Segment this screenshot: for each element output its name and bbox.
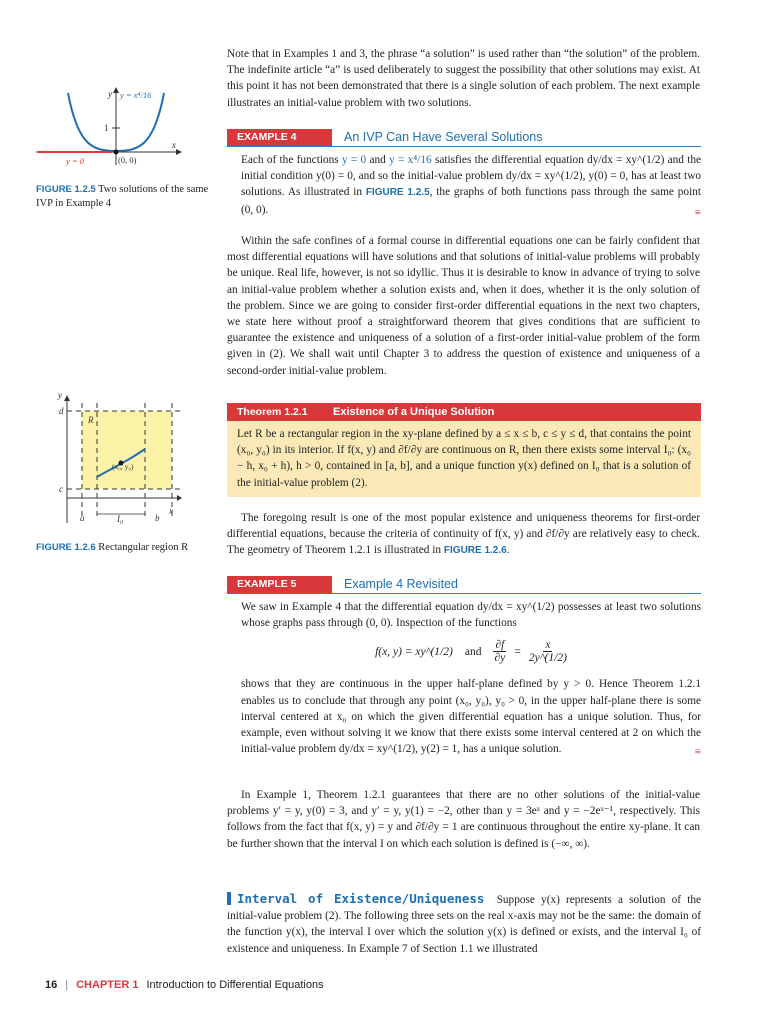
page-number: 16 [45, 979, 58, 991]
example-header [227, 129, 701, 147]
figure-label: FIGURE 1.2.5 [36, 184, 96, 195]
section-text: Suppose y(x) represents a solution of the initial-value problem (2). The following three sets on the real x-axis may not be the same: the domain of the function y(x), the interval I over which the solution y(x) is defined or exists, and the interval I₀ of existence and uniqueness. In Example 7 of Section 1.1 we illustrated [227, 894, 702, 955]
figure-label: FIGURE 1.2.6 [36, 542, 96, 553]
chapter-title: Introduction to Differential Equations [146, 979, 324, 991]
example-5 [227, 576, 701, 760]
interval-section [227, 891, 701, 957]
curve-label: y = x⁴/16 [120, 90, 152, 100]
figure-ref-link[interactable]: FIGURE 1.2.5 [365, 187, 430, 199]
partial-fraction: $\frac{\partial f}{\partial y}$ [494, 639, 506, 665]
figure-1-2-6-caption [36, 541, 216, 555]
c-label: c [59, 484, 63, 494]
theorem-header [227, 403, 701, 421]
example-4 [227, 129, 701, 221]
d-label: d [59, 406, 64, 416]
x-axis-arrow [177, 495, 182, 501]
point-label: (x₀, y₀) [112, 462, 134, 471]
theorem-box [227, 403, 701, 497]
interval-label: I₀ [117, 514, 124, 524]
equation [241, 639, 701, 664]
example1-paragraph: In Example 1, Theorem 1.2.1 guarantees that there are no other solutions of the initial-value problems y′ = y, y(0) = 3, and y′ = y, y(1) = −2, other than y = 3eˣ and y = −2eˣ⁻¹, respectively. This follows from the fact that f(x, y) = y and ∂f/∂y = 1 are continuous throughout the entire xy-plane. It can be further shown that the interval I on which each solution is defined is (−∞, ∞). [227, 789, 700, 850]
example-title: An IVP Can Have Several Solutions [344, 130, 543, 144]
origin-point [114, 150, 119, 155]
y-axis-arrow [113, 87, 119, 93]
figure-1-2-5-caption [36, 183, 216, 210]
x-axis-arrow [176, 149, 182, 155]
page-footer [45, 979, 445, 991]
y-axis-label: y [108, 89, 112, 99]
figure-1-2-5-graph [30, 85, 190, 170]
intro-paragraph: Note that in Examples 1 and 3, the phrase “a solution” is used rather than “the solution” of the problem. The indefinite article “a” is used deliberately to suggest the possibility that other solutions may exist. At this point it has not been demonstrated that there is a single solution of each problem. The next example illustrates an initial-value problem with two solutions. [227, 48, 700, 109]
tick-one-label: 1 [104, 123, 109, 133]
x-axis-label: x [169, 506, 173, 516]
example-body-1: We saw in Example 4 that the differential equation dy/dx = xy^(1/2) possesses at least two solutions whose graphs pass through (0, 0). Inspection of the functions [241, 601, 701, 630]
existence-paragraph: Within the safe confines of a formal course in differential equations one can be fairly confident that most differential equations will have solutions and that solutions of initial-value problems will probably be unique. Real life, however, is not so idyllic. Thus it is desirable to know in advance of trying to solve an initial-value problem whether a solution exists and, when it does, whether it is the only solution of the problem. Since we are going to consider first-order differential equations in the next two chapters, we state here without proof a straightforward theorem that gives conditions that are sufficient to guarantee the existence and uniqueness of a solution of a first-order initial-value problem of the form given in (2). We shall wait until Chapter 3 to address the question of existence and uniqueness of a second-order initial-value problem. [227, 235, 700, 377]
caption-text: Rectangular region R [98, 542, 189, 553]
x-axis-label: x [172, 140, 176, 150]
example-title: Example 4 Revisited [344, 577, 458, 591]
end-of-example-icon: ≡ [694, 746, 701, 759]
footer-separator: | [65, 979, 69, 991]
figure-ref-link[interactable]: FIGURE 1.2.6 [443, 545, 507, 557]
y-axis-arrow [64, 395, 70, 401]
equation-left: f(x, y) = xy^(1/2) [375, 645, 453, 658]
example-label: EXAMPLE 4 [227, 129, 332, 146]
foregoing-paragraph: The foregoing result is one of the most popular existence and uniqueness theorems for first-order differential equations, because the criteria of continuity of f(x, y) and ∂f/∂y are relatively easy to check. The geometry of Theorem 1.2.1 is illustrated in FIGURE 1.2.6. [227, 512, 700, 557]
equation-and: and [464, 645, 482, 658]
theorem-body: Let R be a rectangular region in the xy-plane defined by a ≤ x ≤ b, c ≤ y ≤ d, that contains the point (x₀, y₀) in its interior. If f(x, y) and ∂f/∂y are continuous on R, then there exists some interval I₀: (x₀ − h, x₀ + h), h > 0, contained in [a, b], and a unique function y(x) defined on I₀ that is a solution of the initial-value problem (2). [227, 421, 701, 497]
section-heading: Interval of Existence/Uniqueness [237, 891, 485, 906]
b-label: b [155, 513, 160, 523]
zero-line-label: y = 0 [66, 156, 85, 166]
example-label: EXAMPLE 5 [227, 576, 332, 593]
rhs-fraction: $\frac{x}{2y\^{}(1/2)}$ [528, 639, 567, 665]
section-marker-icon [227, 892, 231, 905]
example-header [227, 576, 701, 594]
theorem-label: Theorem 1.2.1 [237, 406, 308, 418]
example-body: Each of the functions y = 0 and y = x⁴/16 satisfies the differential equation dy/dx = xy^(1/2) and the initial condition y(0) = 0, and so the initial-value problem dy/dx = xy^(1/2), y(0) = 0, has at least two solutions. As illustrated in FIGURE 1.2.5, the graphs of both functions pass through the same point (0, 0). [241, 154, 702, 216]
region-label: R [88, 415, 94, 425]
example-body-2: shows that they are continuous in the upper half-plane defined by y > 0. Hence Theorem 1.2.1 enables us to conclude that through any point (x₀, y₀), y₀ > 0, in the upper half-plane there is some interval centered at x₀ on which the given differential equation has a unique solution. Thus, for example, even without solving it we know that there exists some interval centered at 2 on which the initial-value problem dy/dx = xy^(1/2), y(2) = 1, has a unique solution. [241, 678, 701, 756]
a-label: a [80, 513, 85, 523]
caption-text: Two solutions of the same IVP in Example 4 [36, 184, 209, 209]
origin-label: (0, 0) [118, 155, 137, 165]
end-of-example-icon: ≡ [694, 206, 701, 219]
chapter-label: CHAPTER 1 [76, 979, 139, 991]
equation-equals: = [514, 645, 521, 658]
theorem-title: Existence of a Unique Solution [333, 406, 495, 418]
region-r [82, 411, 172, 489]
y-axis-label: y [58, 393, 62, 400]
figure-1-2-6-graph [55, 393, 185, 533]
